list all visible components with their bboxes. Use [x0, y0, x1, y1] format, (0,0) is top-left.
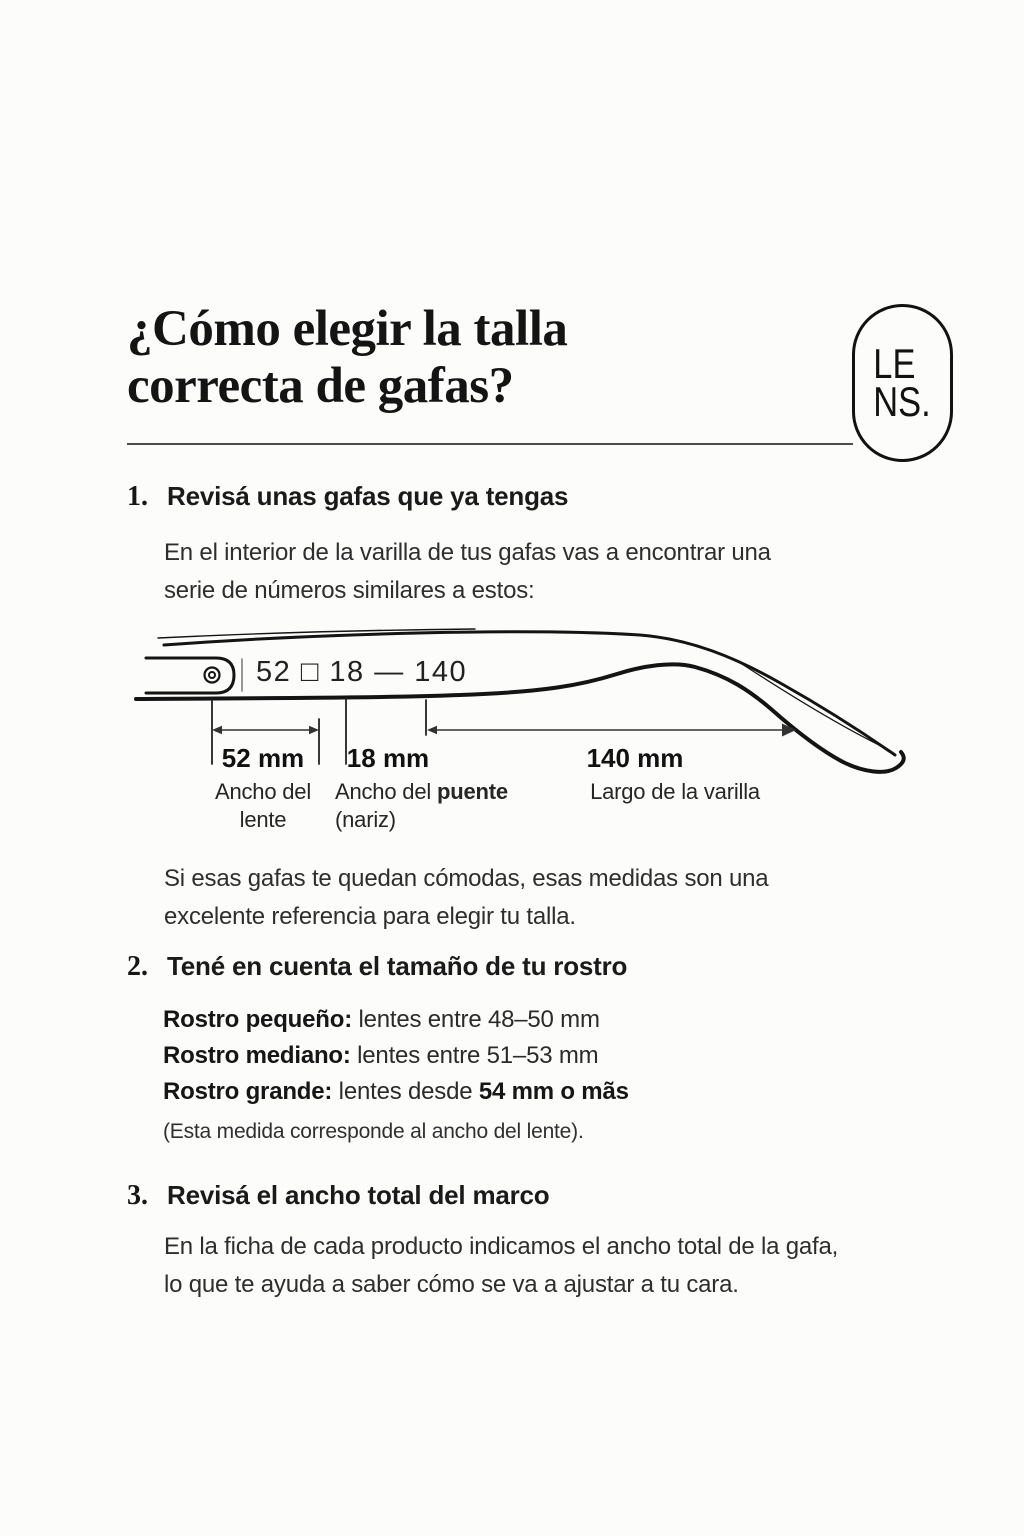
- list-item-label: Rostro mediano:: [163, 1042, 351, 1069]
- arrowhead: [212, 726, 222, 734]
- title-divider: [127, 443, 853, 445]
- brand-logo-text: [873, 340, 932, 425]
- section-3-paragraph: [164, 1228, 838, 1304]
- page-title: [127, 301, 567, 415]
- caption-line: [183, 778, 343, 806]
- glasses-diagram: [130, 612, 930, 862]
- caption-line: (nariz): [335, 807, 396, 832]
- hinge-screw-icon: [205, 668, 220, 683]
- text-line: En la ficha de cada producto indicamos el ancho total de la gafa,: [164, 1233, 839, 1260]
- text-line: lo que te ayuda a saber cómo se va a ajustar a tu cara.: [164, 1271, 739, 1298]
- section-2-heading-text: Tené en cuenta el tamaño de tu rostro: [167, 951, 628, 981]
- list-item-text: lentes entre 48–50 mm: [352, 1006, 600, 1033]
- temple-end-cap: [146, 658, 234, 693]
- lens-width-note: (Esta medida corresponde al ancho del lente).: [163, 1120, 584, 1143]
- section-1-outro-paragraph: [164, 860, 768, 936]
- text-line: Si esas gafas te quedan cómodas, esas medidas son una: [164, 865, 769, 892]
- measurement-caption-bridge: [335, 778, 575, 834]
- section-1-intro-paragraph: [164, 534, 771, 610]
- arrowhead: [427, 726, 437, 734]
- face-size-list: [163, 1002, 629, 1110]
- text-line: En el interior de la varilla de tus gafas vas a encontrar una: [164, 539, 771, 566]
- measurement-value-bridge: 18 mm: [346, 743, 430, 773]
- list-item-text-bold: 54 mm o mãs: [478, 1078, 629, 1105]
- text-line: serie de números similares a estos:: [164, 577, 535, 604]
- brand-logo-line2: NS.: [873, 378, 932, 425]
- caption-line: [335, 778, 575, 806]
- temple-inner-highlight: [742, 664, 883, 747]
- section-3-number: 3.: [127, 1180, 148, 1211]
- caption-line: lente: [239, 807, 287, 832]
- measurement-caption-lens: [183, 778, 343, 834]
- section-2-heading: [127, 951, 627, 983]
- section-1-number: 1.: [127, 481, 148, 512]
- page-title-line2: correcta de gafas?: [127, 358, 514, 414]
- measurement-value-lens: 52 mm: [221, 743, 305, 773]
- section-1-heading-text: Revisá unas gafas que ya tengas: [167, 481, 569, 511]
- brand-logo: [852, 304, 953, 462]
- section-2-number: 2.: [127, 951, 148, 982]
- list-item: [163, 1074, 629, 1110]
- list-item-text: lentes entre 51–53 mm: [350, 1042, 599, 1069]
- caption-text-bold: puente: [436, 779, 508, 804]
- list-item-label: Rostro pequeño:: [163, 1006, 352, 1033]
- temple-top-line: [164, 632, 895, 755]
- list-item-text: lentes desde: [332, 1078, 479, 1105]
- section-3-heading: [127, 1180, 550, 1212]
- measurement-caption-temple: [545, 778, 805, 806]
- temple-engraving: 52 □ 18 — 140: [256, 656, 468, 688]
- caption-text: Ancho del: [214, 779, 312, 804]
- brand-logo-line1: LE: [873, 340, 916, 387]
- measurement-value-temple: 140 mm: [586, 743, 684, 773]
- text-line: excelente referencia para elegir tu talla.: [164, 903, 576, 930]
- caption-text: Largo de la varilla: [590, 779, 760, 804]
- section-1-heading: [127, 481, 568, 513]
- caption-text: Ancho del: [335, 779, 437, 804]
- section-3-heading-text: Revisá el ancho total del marco: [167, 1180, 550, 1210]
- arrowhead: [309, 726, 319, 734]
- caption-line: [545, 778, 805, 806]
- hinge-screw-icon: [209, 672, 215, 678]
- page-title-line1: ¿Cómo elegir la talla: [127, 301, 568, 357]
- list-item: [163, 1038, 629, 1074]
- list-item-label: Rostro grande:: [163, 1078, 333, 1105]
- list-item: [163, 1002, 629, 1038]
